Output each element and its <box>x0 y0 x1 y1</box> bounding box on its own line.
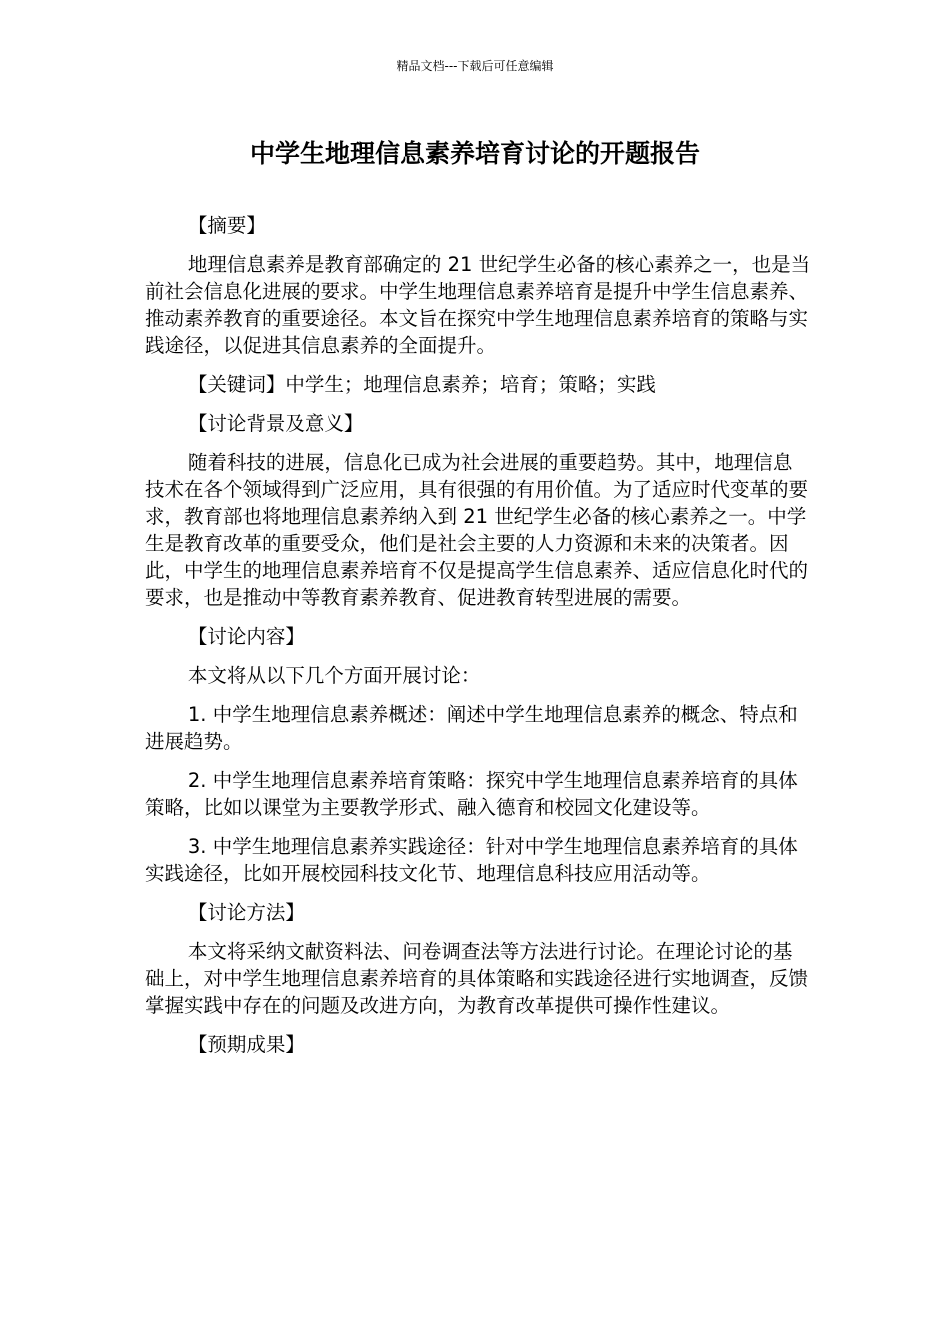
content-item-1: 1. 中学生地理信息素养概述：阐述中学生地理信息素养的概念、特点和进展趋势。 <box>145 703 798 753</box>
content-item-2: 2. 中学生地理信息素养培育策略：探究中学生地理信息素养培育的具体策略，比如以课堂为主要教学形式、融入德育和校园文化建设等。 <box>145 769 798 819</box>
content-item-3: 3. 中学生地理信息素养实践途径：针对中学生地理信息素养培育的具体实践途径，比如开展校园科技文化节、地理信息科技应用活动等。 <box>145 835 798 885</box>
background-paragraph: 随着科技的进展，信息化已成为社会进展的重要趋势。其中，地理信息技术在各个领域得到广泛应用，具有很强的有用价值。为了适应时代变革的要求，教育部也将地理信息素养纳入到 21 世纪学生必备的核心素养之一。中学生是教育改革的重要受众，他们是社会主要的人力资源和未来的决策者。因此，中学生的地理信息素养培育不仅是提高学生信息素养、适应信息化时代的要求，也是推动中等教育素养教育、促进教育转型进展的需要。 <box>145 451 809 609</box>
method-paragraph: 本文将采纳文献资料法、问卷调查法等方法进行讨论。在理论讨论的基础上，对中学生地理信息素养培育的具体策略和实践途径进行实地调查，反馈掌握实践中存在的问题及改进方向，为教育改革提供可操作性建议。 <box>145 940 809 1017</box>
content-heading: 【讨论内容】 <box>187 625 305 648</box>
abstract-paragraph: 地理信息素养是教育部确定的 21 世纪学生必备的核心素养之一，也是当前社会信息化进展的要求。中学生地理信息素养培育是提升中学生信息素养、推动素养教育的重要途径。本文旨在探究中学生地理信息素养培育的策略与实践途径，以促进其信息素养的全面提升。 <box>145 253 811 357</box>
header-note: 精品文档---下载后可任意编辑 <box>396 59 554 73</box>
background-heading: 【讨论背景及意义】 <box>187 412 364 435</box>
keywords-line: 【关键词】中学生；地理信息素养；培育；策略；实践 <box>187 373 656 396</box>
document-body <box>145 212 811 1070</box>
method-heading: 【讨论方法】 <box>187 901 305 924</box>
document-title: 中学生地理信息素养培育讨论的开题报告 <box>249 139 700 168</box>
outcome-heading: 【预期成果】 <box>187 1033 305 1056</box>
content-intro: 本文将从以下几个方面开展讨论： <box>187 664 481 687</box>
abstract-heading: 【摘要】 <box>187 214 266 237</box>
